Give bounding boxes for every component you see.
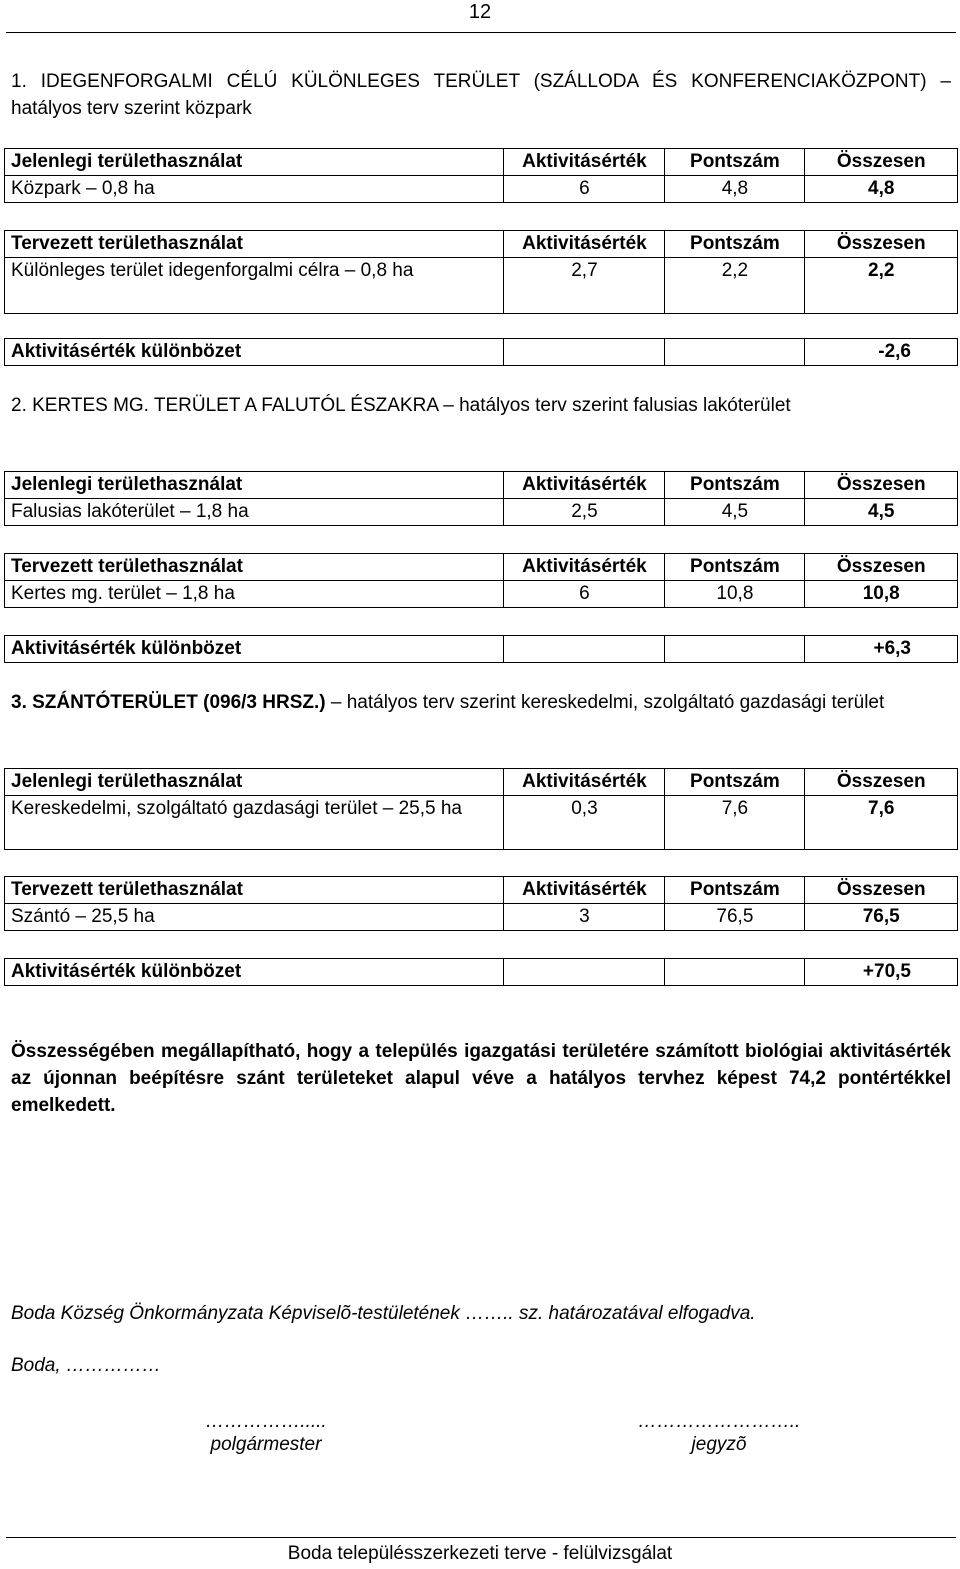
header-cell: Aktivitásérték [504, 769, 665, 796]
header-cell: Jelenlegi területhasználat [5, 769, 504, 796]
header-cell: Jelenlegi területhasználat [5, 149, 504, 176]
section-3-tail: – hatályos terv szerint kereskedelmi, szolgáltató gazdasági terület [325, 692, 885, 713]
total-value: 4,5 [805, 499, 958, 526]
table-row [5, 339, 958, 366]
score-value: 2,2 [665, 258, 805, 314]
row-label: Kertes mg. terület – 1,8 ha [5, 581, 504, 608]
table-row [5, 636, 958, 663]
table-row [5, 959, 958, 986]
row-label: Szántó – 25,5 ha [5, 904, 504, 931]
header-cell: Pontszám [665, 769, 805, 796]
score-value: 4,5 [665, 499, 805, 526]
row-label: Különleges terület idegenforgalmi célra – 0,8 ha [5, 258, 504, 314]
section-1-current-table [4, 148, 958, 203]
header-cell: Összesen [805, 554, 958, 581]
header-cell: Tervezett területhasználat [5, 554, 504, 581]
mayor-role: polgármester [210, 1434, 322, 1455]
table-header-row [5, 231, 958, 258]
empty-cell [665, 339, 805, 366]
table-row [5, 904, 958, 931]
place-date-line: Boda, …………… [11, 1355, 161, 1376]
total-value: 10,8 [805, 581, 958, 608]
summary-paragraph: Összességében megállapítható, hogy a település igazgatási területére számított biológiai aktivitásérték az újonnan beépítésre szánt területeket alapul véve a hatályos tervhez képest 74,2 pontértékkel emelkedett. [11, 1041, 951, 1116]
table-row [5, 499, 958, 526]
header-cell: Pontszám [665, 149, 805, 176]
activity-value: 2,7 [504, 258, 665, 314]
header-cell: Összesen [805, 472, 958, 499]
section-1-tail: – hatályos terv szerint közpark [11, 71, 951, 119]
section-2-heading: 2. KERTES MG. TERÜLET A FALUTÓL ÉSZAKRA [11, 395, 438, 416]
table-row [5, 796, 958, 850]
score-value: 76,5 [665, 904, 805, 931]
section-3-heading: 3. SZÁNTÓTERÜLET (096/3 HRSZ.) [11, 692, 326, 713]
empty-cell [504, 339, 665, 366]
section-1-heading: 1. IDEGENFORGALMI CÉLÚ KÜLÖNLEGES TERÜLET (SZÁLLODA ÉS KONFERENCIAKÖZPONT) [11, 71, 927, 92]
header-rule [6, 32, 956, 33]
section-3-diff-table [4, 958, 958, 986]
diff-label: Aktivitásérték különbözet [5, 636, 504, 663]
header-cell: Pontszám [665, 554, 805, 581]
table-header-row [5, 769, 958, 796]
table-header-row [5, 554, 958, 581]
footer-text: Boda településszerkezeti terve - felülvizsgálat [287, 1543, 673, 1564]
empty-cell [665, 959, 805, 986]
table-row [5, 258, 958, 314]
section-3-planned-table [4, 876, 958, 931]
section-2-title [11, 392, 951, 419]
diff-value: +6,3 [805, 636, 958, 663]
total-value: 7,6 [805, 796, 958, 850]
header-cell: Összesen [805, 149, 958, 176]
mayor-signature-dots: ……………..... [205, 1411, 327, 1432]
header-cell: Aktivitásérték [504, 149, 665, 176]
section-1-title [11, 68, 951, 122]
diff-value: -2,6 [805, 339, 958, 366]
score-value: 4,8 [665, 176, 805, 203]
total-value: 2,2 [805, 258, 958, 314]
empty-cell [504, 636, 665, 663]
section-3-current-table [4, 768, 958, 850]
score-value: 10,8 [665, 581, 805, 608]
header-cell: Összesen [805, 231, 958, 258]
row-label: Falusias lakóterület – 1,8 ha [5, 499, 504, 526]
header-cell: Tervezett területhasználat [5, 231, 504, 258]
diff-value: +70,5 [805, 959, 958, 986]
footer-rule [6, 1537, 956, 1538]
row-label: Kereskedelmi, szolgáltató gazdasági terület – 25,5 ha [5, 796, 504, 850]
row-label: Közpark – 0,8 ha [5, 176, 504, 203]
empty-cell [665, 636, 805, 663]
table-header-row [5, 472, 958, 499]
diff-label: Aktivitásérték különbözet [5, 959, 504, 986]
activity-value: 3 [504, 904, 665, 931]
header-cell: Pontszám [665, 472, 805, 499]
activity-value: 0,3 [504, 796, 665, 850]
activity-value: 2,5 [504, 499, 665, 526]
empty-cell [504, 959, 665, 986]
header-cell: Tervezett területhasználat [5, 877, 504, 904]
section-2-current-table [4, 471, 958, 526]
notary-signature-dots: …………………….. [637, 1411, 801, 1432]
section-1-diff-table [4, 338, 958, 366]
header-cell: Jelenlegi területhasználat [5, 472, 504, 499]
header-cell: Aktivitásérték [504, 472, 665, 499]
total-value: 4,8 [805, 176, 958, 203]
header-cell: Aktivitásérték [504, 877, 665, 904]
score-value: 7,6 [665, 796, 805, 850]
header-cell: Összesen [805, 877, 958, 904]
header-cell: Aktivitásérték [504, 554, 665, 581]
section-1-planned-table [4, 230, 958, 314]
activity-value: 6 [504, 581, 665, 608]
table-row [5, 176, 958, 203]
diff-label: Aktivitásérték különbözet [5, 339, 504, 366]
table-header-row [5, 877, 958, 904]
section-2-diff-table [4, 635, 958, 663]
section-2-planned-table [4, 553, 958, 608]
total-value: 76,5 [805, 904, 958, 931]
table-row [5, 581, 958, 608]
page-number: 12 [468, 1, 492, 23]
section-2-tail: – hatályos terv szerint falusias lakóterület [437, 395, 791, 416]
notary-role: jegyzõ [691, 1434, 747, 1455]
header-cell: Aktivitásérték [504, 231, 665, 258]
activity-value: 6 [504, 176, 665, 203]
section-3-title [11, 689, 951, 716]
table-header-row [5, 149, 958, 176]
approval-line: Boda Község Önkormányzata Képviselõ-testületének …….. sz. határozatával elfogadva. [11, 1303, 756, 1324]
header-cell: Pontszám [665, 231, 805, 258]
header-cell: Összesen [805, 769, 958, 796]
header-cell: Pontszám [665, 877, 805, 904]
